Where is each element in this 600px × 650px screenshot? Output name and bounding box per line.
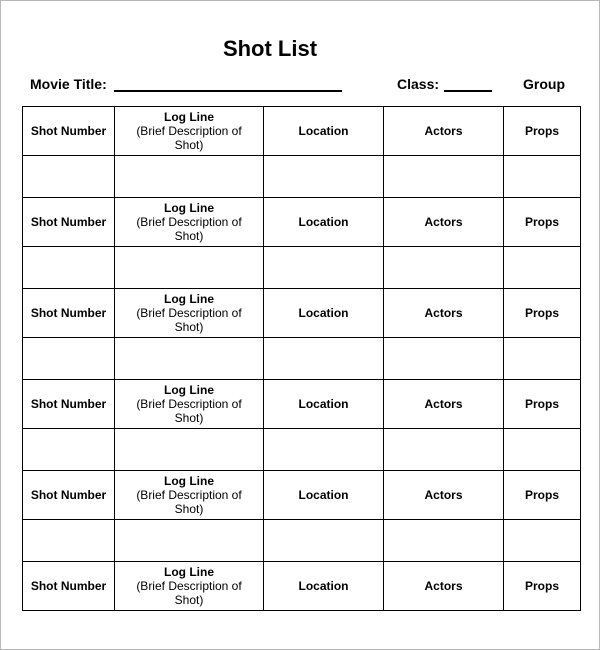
location-cell[interactable] bbox=[264, 429, 384, 471]
log-line-description: (Brief Description of bbox=[136, 488, 242, 502]
shot-number-header: Shot Number bbox=[23, 471, 115, 520]
location-cell[interactable] bbox=[264, 520, 384, 562]
props-header: Props bbox=[504, 471, 581, 520]
actors-cell[interactable] bbox=[384, 338, 504, 380]
table-header-row bbox=[23, 380, 581, 429]
props-header: Props bbox=[504, 198, 581, 247]
shot-number-header: Shot Number bbox=[23, 198, 115, 247]
log-line-title: Log Line bbox=[164, 474, 214, 488]
actors-header: Actors bbox=[384, 471, 504, 520]
location-header: Location bbox=[264, 198, 384, 247]
log-line-cell[interactable] bbox=[115, 338, 264, 380]
location-header: Location bbox=[264, 471, 384, 520]
props-cell[interactable] bbox=[504, 247, 581, 289]
shot-number-header: Shot Number bbox=[23, 380, 115, 429]
shot-number-header: Shot Number bbox=[23, 289, 115, 338]
class-field[interactable] bbox=[444, 90, 492, 92]
log-line-title: Log Line bbox=[164, 110, 214, 124]
log-line-title: Log Line bbox=[164, 201, 214, 215]
table-row bbox=[23, 429, 581, 471]
log-line-description-end: Shot) bbox=[174, 502, 204, 516]
log-line-cell[interactable] bbox=[115, 247, 264, 289]
log-line-header bbox=[115, 198, 264, 247]
log-line-cell[interactable] bbox=[115, 520, 264, 562]
log-line-description-end: Shot) bbox=[174, 229, 204, 243]
log-line-cell[interactable] bbox=[115, 156, 264, 198]
actors-header: Actors bbox=[384, 107, 504, 156]
log-line-description: (Brief Description of bbox=[136, 124, 242, 138]
log-line-title: Log Line bbox=[164, 383, 214, 397]
props-header: Props bbox=[504, 380, 581, 429]
log-line-cell[interactable] bbox=[115, 429, 264, 471]
movie-title-label: Movie Title: bbox=[30, 76, 107, 92]
table-header-row bbox=[23, 198, 581, 247]
location-header: Location bbox=[264, 107, 384, 156]
shot-number-header: Shot Number bbox=[23, 107, 115, 156]
actors-cell[interactable] bbox=[384, 247, 504, 289]
log-line-header bbox=[115, 380, 264, 429]
location-header: Location bbox=[264, 289, 384, 338]
location-cell[interactable] bbox=[264, 156, 384, 198]
log-line-description-end: Shot) bbox=[174, 320, 204, 334]
props-cell[interactable] bbox=[504, 429, 581, 471]
log-line-header bbox=[115, 289, 264, 338]
props-header: Props bbox=[504, 107, 581, 156]
table-row bbox=[23, 520, 581, 562]
log-line-description: (Brief Description of bbox=[136, 306, 242, 320]
actors-header: Actors bbox=[384, 289, 504, 338]
log-line-header bbox=[115, 471, 264, 520]
log-line-title: Log Line bbox=[164, 292, 214, 306]
location-cell[interactable] bbox=[264, 338, 384, 380]
table-row bbox=[23, 156, 581, 198]
log-line-description: (Brief Description of bbox=[136, 397, 242, 411]
props-cell[interactable] bbox=[504, 520, 581, 562]
class-label: Class: bbox=[397, 76, 440, 92]
table-header-row bbox=[23, 471, 581, 520]
location-cell[interactable] bbox=[264, 247, 384, 289]
shot-number-cell[interactable] bbox=[23, 520, 115, 562]
log-line-description-end: Shot) bbox=[174, 593, 204, 607]
table-header-row bbox=[23, 562, 581, 611]
page-title: Shot List bbox=[222, 36, 318, 61]
shot-number-cell[interactable] bbox=[23, 338, 115, 380]
table-header-row bbox=[23, 289, 581, 338]
group-label: Group bbox=[523, 76, 565, 92]
shot-number-cell[interactable] bbox=[23, 247, 115, 289]
props-cell[interactable] bbox=[504, 156, 581, 198]
props-header: Props bbox=[504, 562, 581, 611]
actors-header: Actors bbox=[384, 198, 504, 247]
props-cell[interactable] bbox=[504, 338, 581, 380]
log-line-description-end: Shot) bbox=[174, 138, 204, 152]
table-header-row bbox=[23, 107, 581, 156]
actors-cell[interactable] bbox=[384, 520, 504, 562]
actors-header: Actors bbox=[384, 562, 504, 611]
shot-number-cell[interactable] bbox=[23, 429, 115, 471]
log-line-header bbox=[115, 107, 264, 156]
location-header: Location bbox=[264, 562, 384, 611]
props-header: Props bbox=[504, 289, 581, 338]
log-line-description: (Brief Description of bbox=[136, 579, 242, 593]
location-header: Location bbox=[264, 380, 384, 429]
movie-title-field[interactable] bbox=[114, 90, 342, 92]
log-line-header bbox=[115, 562, 264, 611]
log-line-description-end: Shot) bbox=[174, 411, 204, 425]
actors-cell[interactable] bbox=[384, 156, 504, 198]
table-row bbox=[23, 338, 581, 380]
shot-number-cell[interactable] bbox=[23, 156, 115, 198]
table-row bbox=[23, 247, 581, 289]
actors-header: Actors bbox=[384, 380, 504, 429]
actors-cell[interactable] bbox=[384, 429, 504, 471]
shot-list-table bbox=[22, 106, 581, 611]
log-line-description: (Brief Description of bbox=[136, 215, 242, 229]
shot-number-header: Shot Number bbox=[23, 562, 115, 611]
log-line-title: Log Line bbox=[164, 565, 214, 579]
